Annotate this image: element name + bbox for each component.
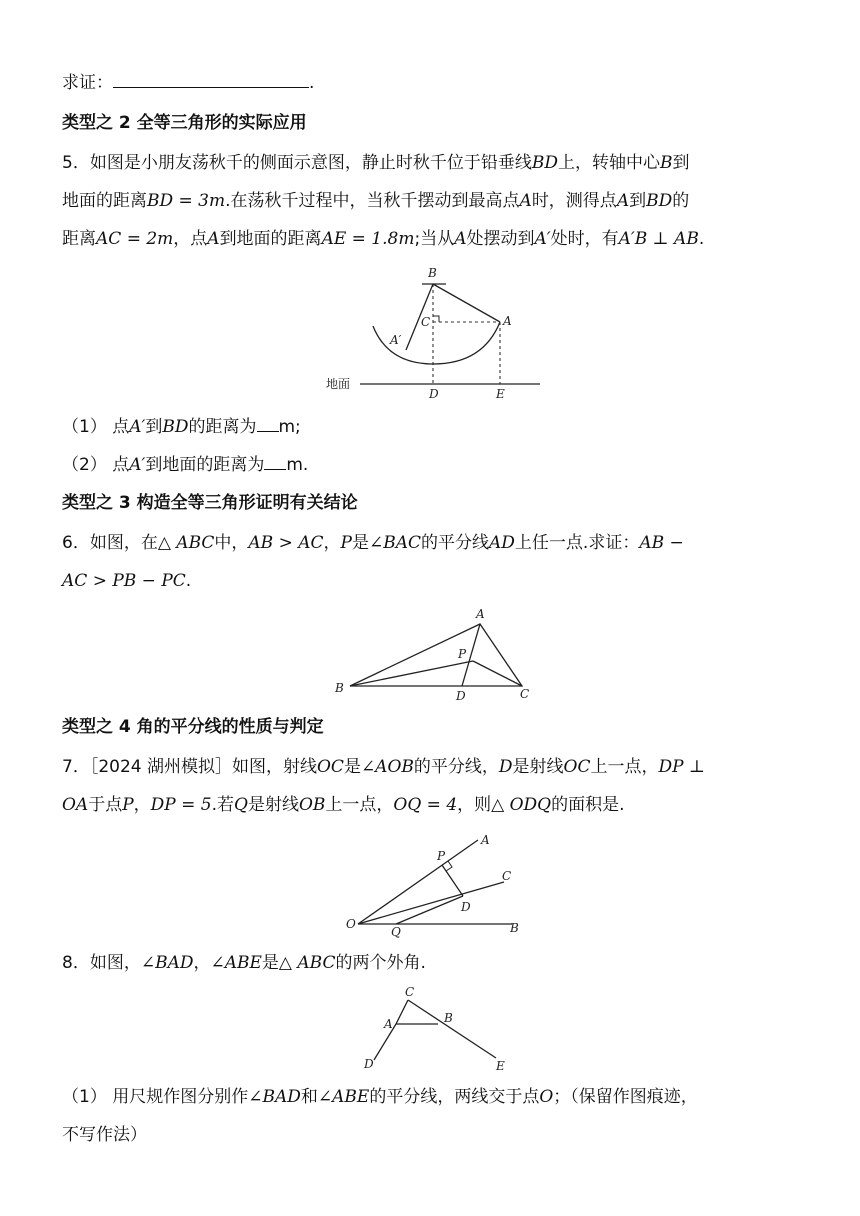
proof-line: [62, 72, 314, 94]
label-a: A: [503, 314, 512, 328]
segment-pb: [350, 661, 473, 686]
right-angle-mark: [433, 316, 439, 322]
ray-oa: [358, 840, 478, 924]
section-4-heading: 类型之 4 角的平分线的性质与判定: [62, 717, 324, 737]
segment-pc: [473, 661, 522, 686]
q8-line-1: 8．如图，∠BAD，∠ABE是△ ABC的两个外角.: [62, 953, 426, 973]
label-c: C: [520, 687, 530, 701]
label-b: B: [444, 1011, 453, 1025]
angle-bisector-figure: [340, 830, 540, 940]
ray-oc: [358, 882, 504, 924]
label-p: P: [458, 647, 467, 661]
label-b: B: [428, 266, 437, 280]
section-2-heading: 类型之 2 全等三角形的实际应用: [62, 113, 307, 133]
label-o: O: [346, 917, 356, 931]
label-d: D: [364, 1057, 374, 1071]
label-e: E: [496, 1059, 505, 1073]
label-a: A: [481, 833, 490, 847]
q5-part-1: （1） 点A′到BD的距离为 m;: [62, 417, 301, 437]
q7-line-2: OA于点P，DP = 5.若Q是射线OB上一点，OQ = 4，则△ ODQ的面积是.: [62, 795, 625, 815]
label-d: D: [429, 387, 439, 401]
label-ground: 地面: [326, 377, 351, 391]
triangle-abc: [350, 624, 522, 686]
q5-line-2: 地面的距离BD = 3m.在荡秋千过程中，当秋千摆动到最高点A时，测得点A到BD的: [62, 191, 690, 211]
label-d: D: [461, 900, 471, 914]
label-c: C: [421, 315, 431, 329]
label-a-prime: A′: [390, 333, 402, 347]
q6-line-1: 6．如图，在△ ABC中，AB > AC，P是∠BAC的平分线AD上任一点.求证：AB −: [62, 533, 684, 553]
q6-line-2: AC > PB − PC.: [62, 571, 192, 591]
answer-blank[interactable]: [113, 73, 309, 88]
label-b: B: [335, 681, 344, 695]
segment-ca: [396, 1000, 408, 1024]
q5-part-2: （2） 点A′到地面的距离为 m.: [62, 455, 309, 475]
answer-blank-2[interactable]: [264, 455, 286, 470]
line-ce: [408, 1000, 496, 1058]
label-a: A: [476, 607, 485, 621]
label-c: C: [405, 985, 415, 999]
q8-part-1-line-2: 不写作法）: [62, 1125, 147, 1145]
label-b: B: [510, 921, 519, 935]
proof-label: 求证：: [62, 73, 113, 93]
answer-blank-1[interactable]: [257, 417, 279, 432]
label-q: Q: [391, 925, 401, 939]
section-3-heading: 类型之 3 构造全等三角形证明有关结论: [62, 493, 358, 513]
label-c: C: [502, 869, 512, 883]
segment-dp: [442, 865, 463, 896]
label-d: D: [456, 689, 466, 703]
q8-part-1-line-1: （1） 用尺规作图分别作∠BAD和∠ABE的平分线，两线交于点O；（保留作图痕迹，: [62, 1087, 698, 1107]
triangle-abc-figure: [330, 604, 550, 704]
swing-figure: [318, 264, 558, 404]
exterior-angle-figure: [356, 986, 516, 1076]
q7-line-1: 7．［2024 湖州模拟］如图，射线OC是∠AOB的平分线，D是射线OC上一点，DP ⊥: [62, 757, 705, 777]
line-ba: [433, 284, 500, 322]
label-e: E: [496, 387, 505, 401]
q5-line-3: 距离AC = 2m，点A到地面的距离AE = 1.8m;当从A处摆动到A′处时，有A′B ⊥ AB.: [62, 229, 705, 249]
label-a: A: [384, 1017, 393, 1031]
q5-line-1: 5．如图是小朋友荡秋千的侧面示意图，静止时秋千位于铅垂线BD上，转轴中心B到: [62, 153, 690, 173]
proof-end: .: [309, 73, 315, 93]
label-p: P: [437, 849, 446, 863]
